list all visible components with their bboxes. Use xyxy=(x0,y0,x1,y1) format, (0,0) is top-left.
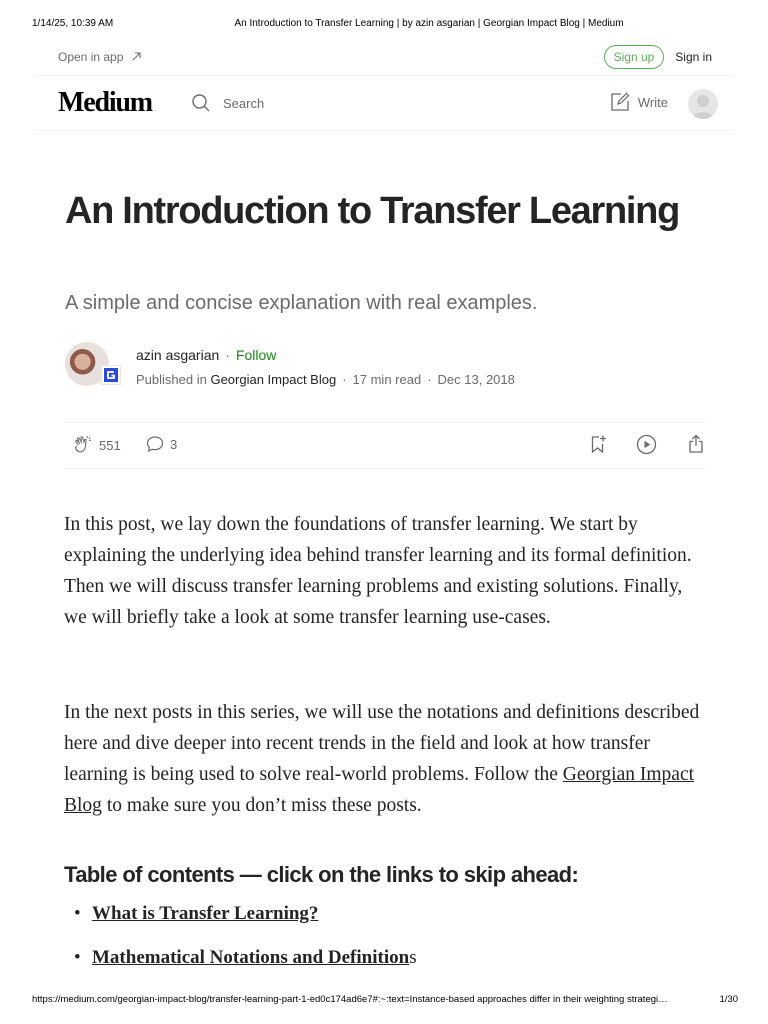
publication-name[interactable]: Georgian Impact Blog xyxy=(210,372,337,387)
bullet-icon: • xyxy=(74,903,81,924)
share-icon xyxy=(686,434,706,454)
published-in-label: Published in xyxy=(136,372,207,387)
article-title: An Introduction to Transfer Learning xyxy=(65,190,679,232)
article-subtitle: A simple and concise explanation with real examples. xyxy=(65,292,538,314)
publication-line: Published in Georgian Impact Blog · 17 min read · Dec 13, 2018 xyxy=(136,372,515,387)
write-label: Write xyxy=(637,94,668,110)
toc-heading: Table of contents — click on the links to skip ahead: xyxy=(64,862,579,887)
write-icon xyxy=(610,92,630,112)
medium-logo[interactable]: Medium xyxy=(58,87,152,118)
search-placeholder: Search xyxy=(223,95,265,111)
author-name[interactable]: azin asgarian xyxy=(136,347,220,363)
bookmark-button[interactable] xyxy=(588,434,608,454)
print-url: https://medium.com/georgian-impact-blog/transfer-learning-part-1-ed0c174ad6e7#:~:text=Instance-based approaches differ in their weighting strategi… xyxy=(32,994,668,1005)
top-divider xyxy=(34,75,734,76)
paragraph-series xyxy=(64,697,704,821)
write-button[interactable] xyxy=(610,92,668,112)
bullet-icon: • xyxy=(74,947,81,968)
print-page-number: 1/30 xyxy=(719,994,738,1005)
toc-item xyxy=(74,947,417,969)
user-avatar[interactable] xyxy=(688,89,718,119)
bookmark-add-icon xyxy=(588,434,608,454)
action-bar-top-rule xyxy=(64,422,706,423)
responses-button[interactable] xyxy=(145,434,177,454)
paragraph-series-text: In the next posts in this series, we will use the notations and definitions described here and dive deeper into recent trends in the field and look at how transfer learning is being used to solve real-world problems. Follow the xyxy=(64,702,700,785)
play-icon xyxy=(636,434,657,455)
toc-link-mathematical-notations[interactable]: Mathematical Notations and Definition xyxy=(92,947,410,968)
print-header xyxy=(0,18,768,34)
action-bar-bottom-rule xyxy=(64,468,706,469)
arrow-up-right-icon xyxy=(131,51,142,62)
open-in-app-label: Open in app xyxy=(58,50,124,64)
toc-link-what-is-transfer-learning[interactable]: What is Transfer Learning? xyxy=(92,903,319,924)
print-timestamp: 1/14/25, 10:39 AM xyxy=(32,18,114,29)
nav-divider xyxy=(34,130,734,131)
comment-icon xyxy=(145,434,165,454)
search-icon xyxy=(191,93,211,113)
action-bar xyxy=(64,430,706,462)
share-button[interactable] xyxy=(686,434,706,454)
top-bar xyxy=(58,44,734,70)
listen-button[interactable] xyxy=(636,434,657,455)
dot-separator: · xyxy=(225,347,230,363)
paragraph-intro: In this post, we lay down the foundations of transfer learning. We start by explaining the underlying idea behind transfer learning and its formal definition. Then we will discuss transfer learning problems and existing solutions. Finally, we will briefly take a look at some transfer learning use-cases. xyxy=(64,514,692,628)
paragraph-series-end: to make sure you don’t miss these posts. xyxy=(101,795,422,816)
follow-button[interactable]: Follow xyxy=(235,347,277,363)
publish-date: Dec 13, 2018 xyxy=(437,372,515,387)
author-line xyxy=(136,347,276,363)
sign-up-button[interactable]: Sign up xyxy=(604,45,664,69)
toc-item xyxy=(74,903,318,925)
read-time: 17 min read xyxy=(352,372,422,387)
open-in-app-link[interactable] xyxy=(58,50,142,64)
print-title: An Introduction to Transfer Learning | by azin asgarian | Georgian Impact Blog | Medium xyxy=(234,18,624,29)
clap-count: 551 xyxy=(99,437,121,453)
print-footer xyxy=(0,994,768,1008)
search-bar[interactable] xyxy=(191,93,264,113)
georgian-impact-blog-link[interactable]: Georgian Impact Blog xyxy=(64,764,695,816)
nav-bar xyxy=(58,82,718,126)
clap-button[interactable] xyxy=(72,434,121,456)
publication-g-icon xyxy=(104,368,118,382)
user-silhouette-icon xyxy=(688,89,718,119)
toc-link-suffix: s xyxy=(409,947,417,968)
response-count: 3 xyxy=(170,436,178,452)
clap-icon xyxy=(72,434,94,456)
publication-logo[interactable] xyxy=(101,365,121,385)
sign-in-link[interactable]: Sign in xyxy=(675,50,712,64)
